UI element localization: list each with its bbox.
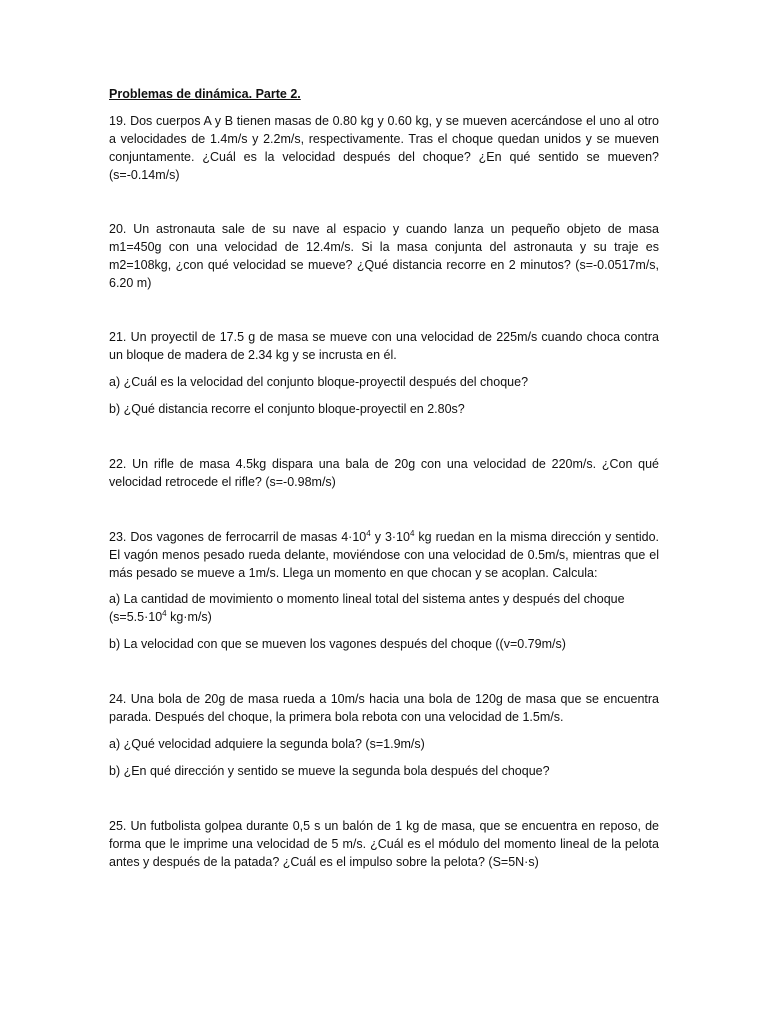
problem-23-part-b: b) La velocidad con que se mueven los vagones después del choque ((v=0.79m/s): [109, 637, 566, 651]
problem-23-part-a-text-1: a) La cantidad de movimiento o momento lineal total del sistema antes y después del choque (s=5.5·10: [109, 592, 625, 624]
problem-19: 19. Dos cuerpos A y B tienen masas de 0.80 kg y 0.60 kg, y se mueven acercándose el uno al otro a velocidades de 1.4m/s y 2.2m/s, respectivamente. Tras el choque quedan unidos y se mueven conjuntamente. ¿Cuál es la velocidad después del choque? ¿En qué sentido se mueven? (s=-0.14m/s): [109, 114, 659, 182]
problem-20: 20. Un astronauta sale de su nave al espacio y cuando lanza un pequeño objeto de masa m1=450g con una velocidad de 12.4m/s. Si la masa conjunta del astronauta y su traje es m2=108kg, ¿con qué velocidad se mueve? ¿Qué distancia recorre en 2 minutos? (s=-0.0517m/s, 6.20 m): [109, 222, 659, 290]
problem-22: 22. Un rifle de masa 4.5kg dispara una bala de 20g con una velocidad de 220m/s. ¿Con qué velocidad retrocede el rifle? (s=-0.98m/s): [109, 457, 659, 489]
problem-23-part-a: [109, 590, 659, 626]
problem-25: 25. Un futbolista golpea durante 0,5 s un balón de 1 kg de masa, que se encuentra en reposo, de forma que le imprime una velocidad de 5 m/s. ¿Cuál es el módulo del momento lineal de la pelota antes y después de la patada? ¿Cuál es el impulso sobre la pelota? (S=5N·s): [109, 819, 659, 869]
problem-24: 24. Una bola de 20g de masa rueda a 10m/s hacia una bola de 120g de masa que se encuentra parada. Después del choque, la primera bola rebota con una velocidad de 1.5m/s.: [109, 692, 659, 724]
problem-23-text-3: kg ruedan en la misma dirección y sentido. El vagón menos pesado rueda delante, moviéndose con una velocidad de 0.5m/s, mientras que el más pesado se mueve a 1m/s. Llega un momento en que chocan y se acoplan. Calcula:: [109, 530, 659, 580]
problem-23-text-2: y 3·10: [370, 530, 410, 544]
problem-23-text-1: 23. Dos vagones de ferrocarril de masas 4·10: [109, 530, 367, 544]
problem-23-part-a-exponent: 4: [162, 608, 167, 618]
problem-24-part-b: b) ¿En qué dirección y sentido se mueve la segunda bola después del choque?: [109, 764, 550, 778]
problem-21-part-a: a) ¿Cuál es la velocidad del conjunto bloque-proyectil después del choque?: [109, 375, 529, 389]
problem-21-part-b: b) ¿Qué distancia recorre el conjunto bloque-proyectil en 2.80s?: [109, 402, 465, 416]
problem-24-part-a: a) ¿Qué velocidad adquiere la segunda bola? (s=1.9m/s): [109, 737, 425, 751]
problem-23-part-a-text-2: kg·m/s): [166, 610, 212, 624]
document-title: Problemas de dinámica. Parte 2.: [109, 87, 301, 101]
problem-23-exponent-2: 4: [409, 528, 415, 538]
problem-23: [109, 528, 659, 582]
problem-21: 21. Un proyectil de 17.5 g de masa se mueve con una velocidad de 225m/s cuando choca contra un bloque de madera de 2.34 kg y se incrusta en él.: [109, 330, 659, 362]
problem-23-exponent-1: 4: [366, 528, 371, 538]
